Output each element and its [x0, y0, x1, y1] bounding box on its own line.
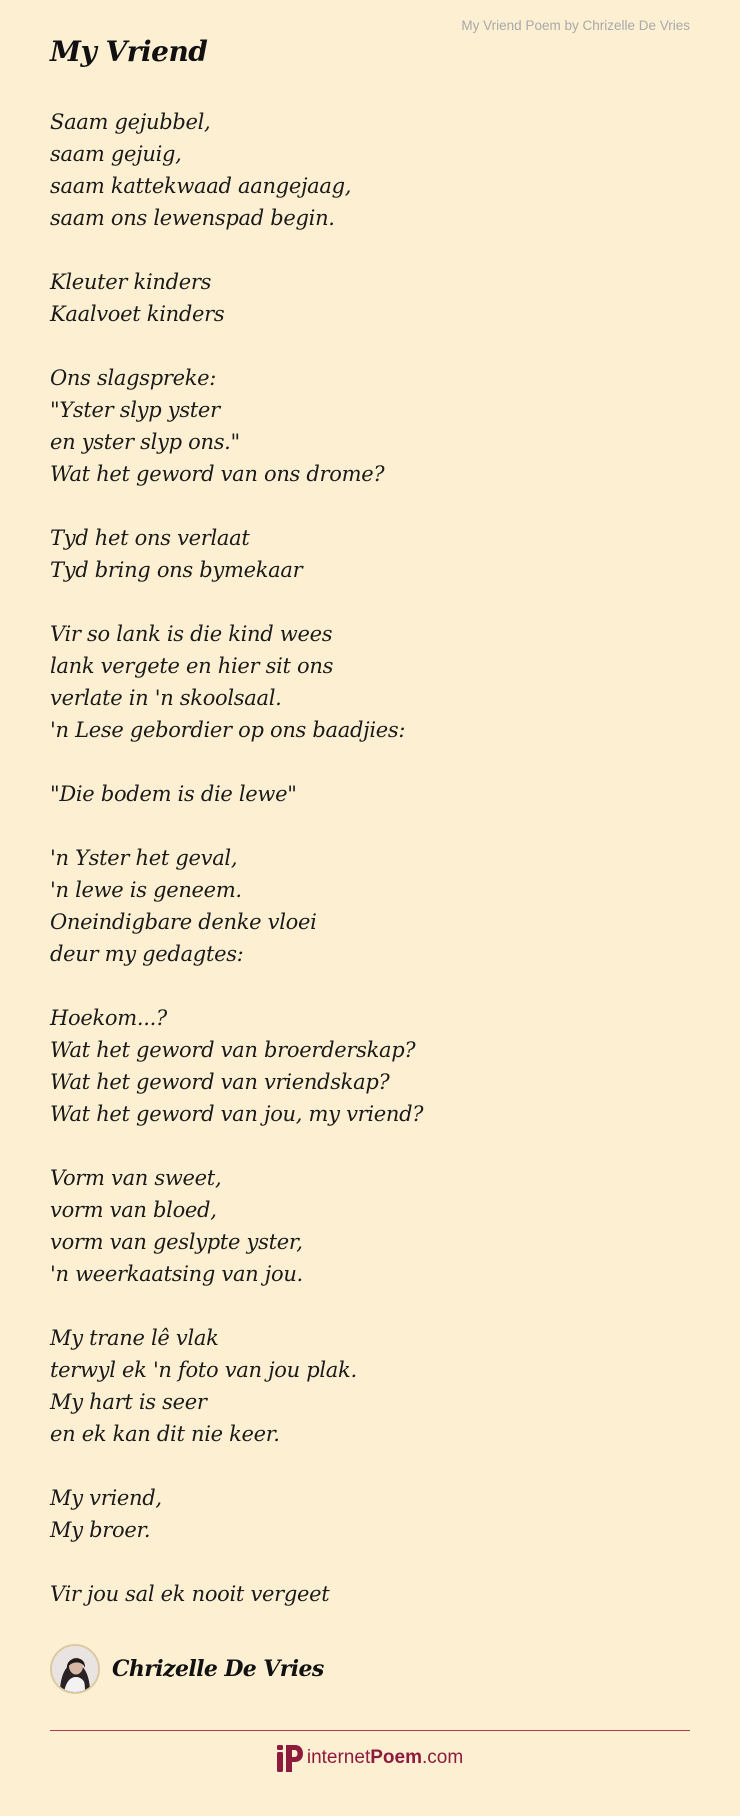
- poem-line: Wat het geword van jou, my vriend?: [50, 1102, 424, 1126]
- avatar-portrait-icon: [52, 1646, 98, 1692]
- poem-line: "Die bodem is die lewe": [50, 782, 297, 806]
- poem-line: My broer.: [50, 1518, 151, 1542]
- poem-line: verlate in 'n skoolsaal.: [50, 686, 282, 710]
- logo-text: [307, 1747, 463, 1769]
- poem-line: lank vergete en hier sit ons: [50, 654, 334, 678]
- poem-line: Kleuter kinders: [50, 270, 212, 294]
- poem-line: My hart is seer: [50, 1390, 207, 1414]
- poem-stanza: [50, 1002, 690, 1130]
- poem-line: en ek kan dit nie keer.: [50, 1422, 280, 1446]
- poem-line: Wat het geword van ons drome?: [50, 462, 385, 486]
- poem-line: terwyl ek 'n foto van jou plak.: [50, 1358, 357, 1382]
- poem-line: 'n Yster het geval,: [50, 846, 238, 870]
- poem-line: "Yster slyp yster: [50, 398, 220, 422]
- poem-line: Wat het geword van broerderskap?: [50, 1038, 416, 1062]
- internetpoem-logo-icon: [277, 1744, 303, 1772]
- author-name[interactable]: Chrizelle De Vries: [112, 1656, 324, 1682]
- poem-stanza: [50, 106, 690, 234]
- poem-line: Hoekom...?: [50, 1006, 167, 1030]
- avatar[interactable]: [50, 1644, 100, 1694]
- poem-line: Vir so lank is die kind wees: [50, 622, 333, 646]
- poem-stanza: [50, 618, 690, 746]
- poem-line: Tyd het ons verlaat: [50, 526, 250, 550]
- poem-line: Tyd bring ons bymekaar: [50, 558, 303, 582]
- poem-stanza: [50, 1162, 690, 1290]
- poem-line: My trane lê vlak: [50, 1326, 219, 1350]
- poem-line: Wat het geword van vriendskap?: [50, 1070, 390, 1094]
- poem-stanza: [50, 842, 690, 970]
- logo-text-internet: internet: [306, 1747, 371, 1768]
- poem-line: deur my gedagtes:: [50, 942, 244, 966]
- poem-stanza: [50, 266, 690, 330]
- poem-line: vorm van geslypte yster,: [50, 1230, 303, 1254]
- poem-line: 'n lewe is geneem.: [50, 878, 242, 902]
- poem-line: vorm van bloed,: [50, 1198, 217, 1222]
- author-block[interactable]: [50, 1642, 324, 1696]
- poem-stanza: [50, 1578, 690, 1610]
- poem-stanza: [50, 1322, 690, 1450]
- poem-stanza: [50, 362, 690, 490]
- poem-body: [50, 106, 690, 1642]
- poem-line: 'n weerkaatsing van jou.: [50, 1262, 303, 1286]
- poem-stanza: [50, 522, 690, 586]
- poem-stanza: [50, 1482, 690, 1546]
- poem-line: Saam gejubbel,: [50, 110, 211, 134]
- poem-title: My Vriend: [50, 35, 208, 68]
- header-credit: My Vriend Poem by Chrizelle De Vries: [461, 18, 690, 33]
- poem-line: Kaalvoet kinders: [50, 302, 225, 326]
- poem-line: saam gejuig,: [50, 142, 182, 166]
- poem-line: Vir jou sal ek nooit vergeet: [50, 1582, 330, 1606]
- poem-line: 'n Lese gebordier op ons baadjies:: [50, 718, 406, 742]
- site-logo[interactable]: [0, 1742, 740, 1774]
- poem-line: saam kattekwaad aangejaag,: [50, 174, 352, 198]
- poem-line: saam ons lewenspad begin.: [50, 206, 335, 230]
- logo-text-poem: Poem: [370, 1747, 422, 1768]
- poem-line: Ons slagspreke:: [50, 366, 217, 390]
- poem-line: Vorm van sweet,: [50, 1166, 222, 1190]
- poem-stanza: [50, 778, 690, 810]
- poem-line: en yster slyp ons.": [50, 430, 240, 454]
- logo-text-com: .com: [421, 1747, 464, 1768]
- footer-divider: [50, 1730, 690, 1731]
- poem-line: My vriend,: [50, 1486, 162, 1510]
- poem-line: Oneindigbare denke vloei: [50, 910, 317, 934]
